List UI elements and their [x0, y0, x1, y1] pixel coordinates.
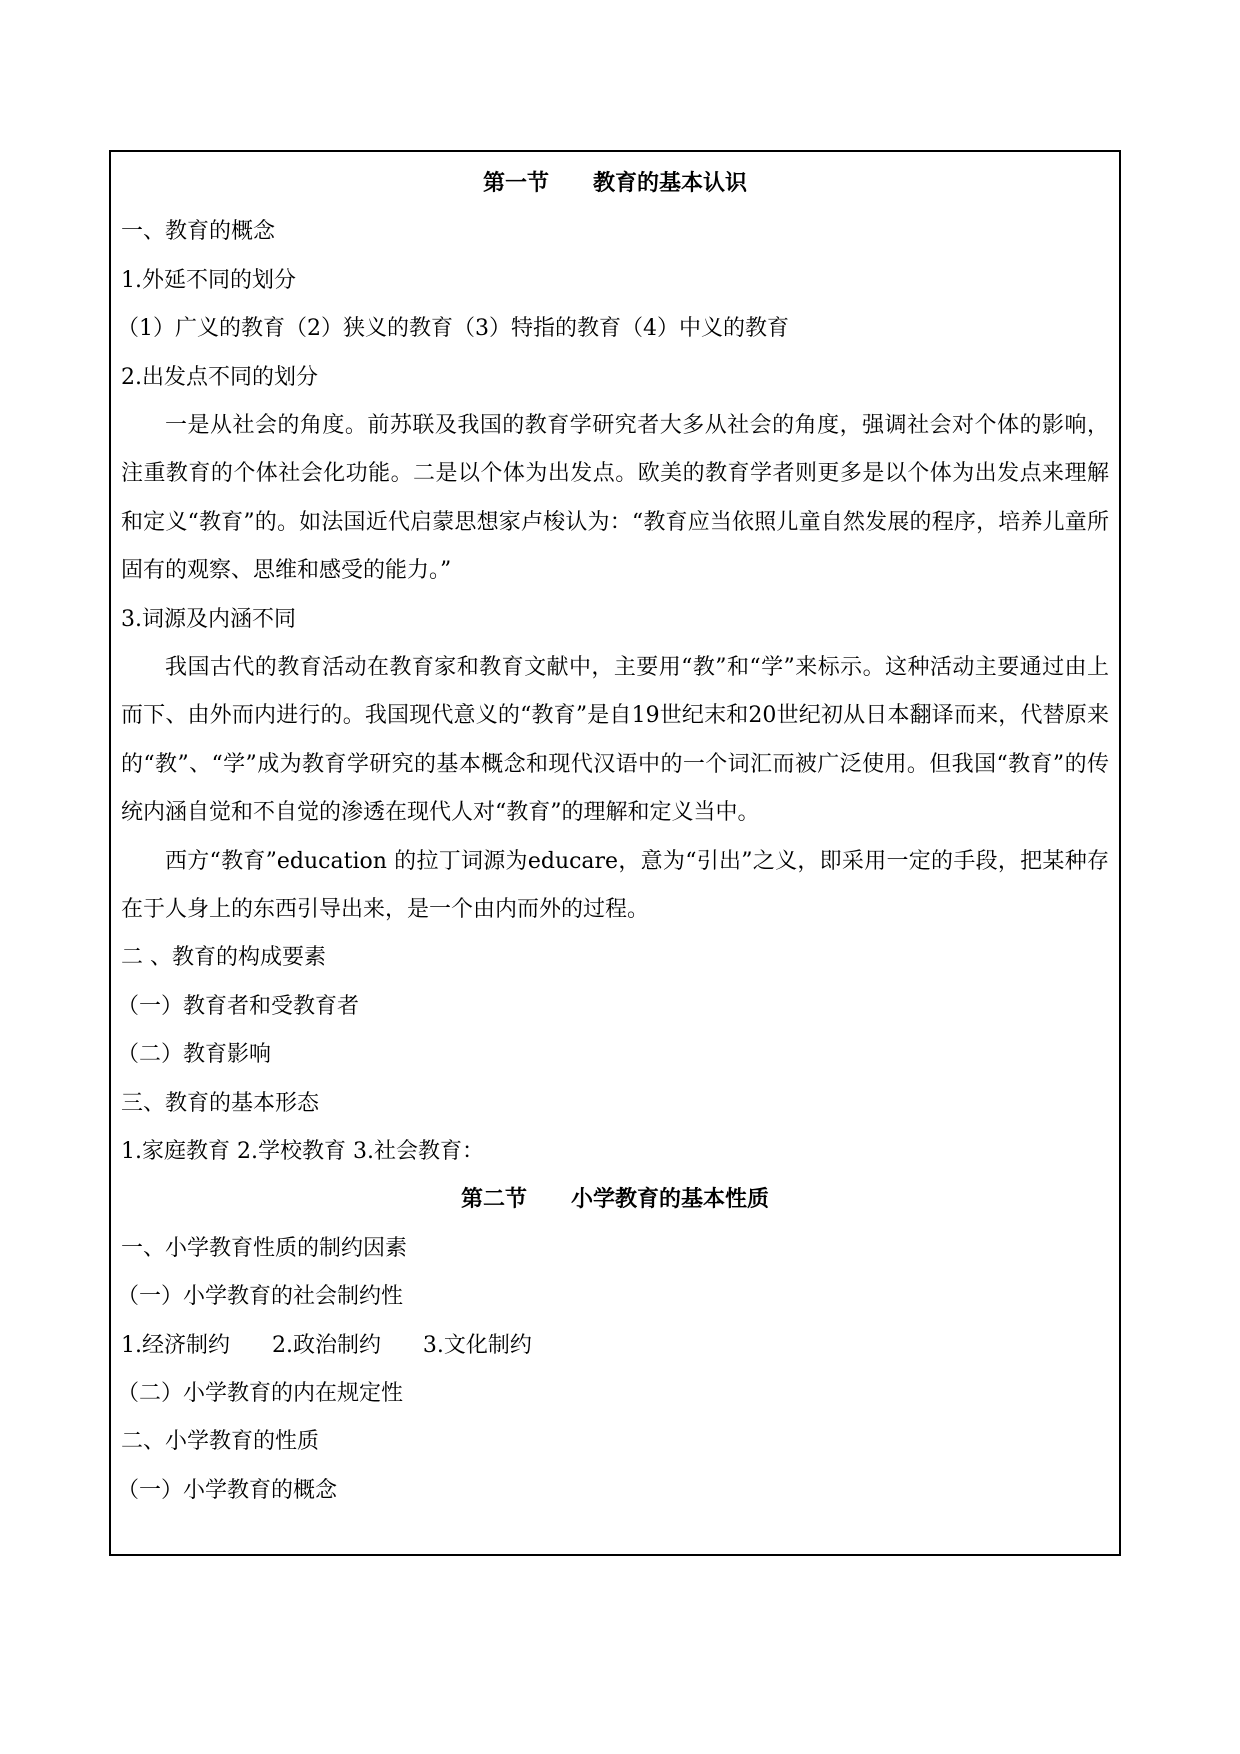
section-2-title [121, 1176, 1109, 1224]
heading-forms: 三、教育的基本形态 [121, 1090, 320, 1116]
heading-elements: 二 、教育的构成要素 [121, 945, 326, 971]
subheading-internal-regulation: （二）小学教育的内在规定性 [117, 1380, 404, 1406]
document-table-frame [109, 150, 1121, 1556]
section-2-title-text: 小学教育的基本性质 [571, 1187, 770, 1213]
forms-items: 1.家庭教育 2.学校教育 3.社会教育： [121, 1138, 484, 1164]
element-influence: （二）教育影响 [117, 1042, 272, 1068]
section-1-title [121, 160, 1109, 208]
section-1-title-text: 教育的基本认识 [593, 171, 748, 196]
extension-items: （1）广义的教育（2）狭义的教育（3）特指的教育（4）中义的教育 [117, 316, 789, 342]
subheading-starting-point: 2.出发点不同的划分 [121, 364, 318, 390]
paragraph-chinese-etymology: 我国古代的教育活动在教育家和教育文献中，主要用“教”和“学”来标示。这种活动主要通过由上而下、由外而内进行的。我国现代意义的“教育”是自19世纪末和20世纪初从日本翻译而来，代替原来的“教”、“学”成为教育学研究的基本概念和现代汉语中的一个词汇而被广泛使用。但我国“教育”的传统内涵自觉和不自觉的渗透在现代人对“教育”的理解和定义当中。 [121, 654, 1109, 826]
heading-nature: 二、小学教育的性质 [121, 1429, 320, 1455]
paragraph-starting-point: 一是从社会的角度。前苏联及我国的教育学研究者大多从社会的角度，强调社会对个体的影响，注重教育的个体社会化功能。二是以个体为出发点。欧美的教育学者则更多是以个体为出发点来理解和定义“教育”的。如法国近代启蒙思想家卢梭认为：“教育应当依照儿童自然发展的程序，培养儿童所固有的观察、思维和感受的能力。” [121, 412, 1109, 584]
paragraph-western-etymology: 西方“教育”education 的拉丁词源为educare，意为“引出”之义，即采用一定的手段，把某种存在于人身上的东西引导出来，是一个由内而外的过程。 [121, 848, 1109, 922]
section-1-number: 第一节 [482, 171, 549, 196]
subheading-social-constraint: （一）小学教育的社会制约性 [117, 1284, 404, 1310]
heading-concept: 一、教育的概念 [121, 219, 276, 245]
subheading-etymology: 3.词源及内涵不同 [121, 606, 296, 632]
section-2-number: 第二节 [460, 1187, 527, 1213]
heading-constraints: 一、小学教育性质的制约因素 [121, 1235, 408, 1261]
element-educators: （一）教育者和受教育者 [117, 993, 360, 1019]
subheading-extension: 1.外延不同的划分 [121, 267, 296, 293]
constraint-items: 1.经济制约 2.政治制约 3.文化制约 [121, 1332, 532, 1358]
subheading-concept: （一）小学教育的概念 [117, 1477, 338, 1503]
document-content [117, 160, 1109, 1515]
